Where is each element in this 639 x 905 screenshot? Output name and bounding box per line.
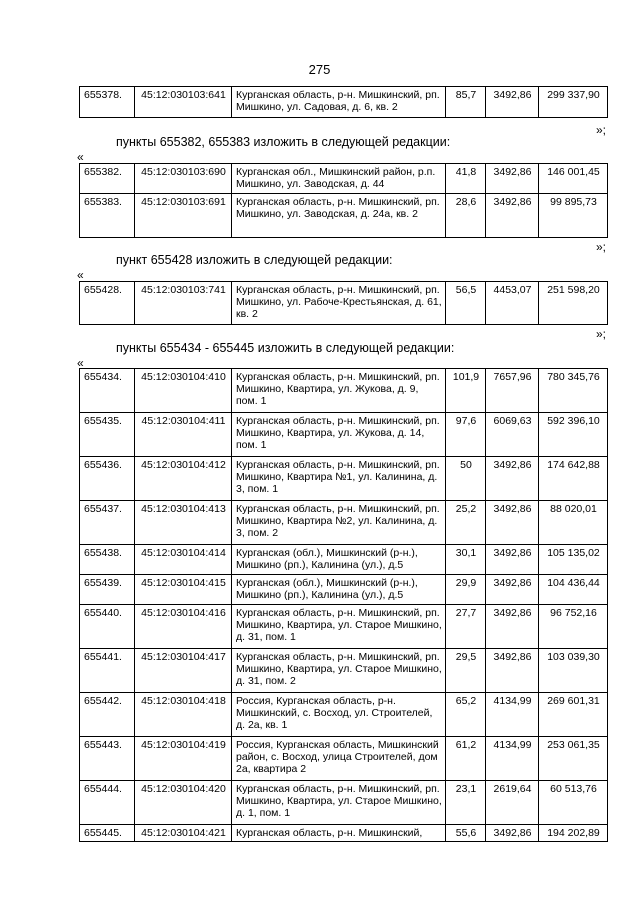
address: Курганская обл., Мишкинский район, р.п. Мишкино, ул. Заводская, д. 44 bbox=[232, 164, 446, 194]
opening-quote: « bbox=[77, 268, 84, 282]
address: Курганская область, р-н. Мишкинский, рп. Мишкино, Квартира, ул. Старое Мишкино, д. 31, пом. 1 bbox=[232, 605, 446, 649]
row-number: 655436. bbox=[80, 457, 135, 501]
cadastral-cost: 299 337,90 bbox=[539, 87, 608, 118]
address: Курганская область, р-н. Мишкинский, рп. Мишкино, Квартира, ул. Старое Мишкино, д. 31, пом. 2 bbox=[232, 649, 446, 693]
cadastral-number: 45:12:030104:418 bbox=[135, 693, 232, 737]
area: 55,6 bbox=[446, 825, 486, 842]
area: 27,7 bbox=[446, 605, 486, 649]
row-number: 655439. bbox=[80, 575, 135, 605]
registry-table-1 bbox=[79, 86, 608, 118]
row-number: 655428. bbox=[80, 282, 135, 325]
price-per-sqm: 3492,86 bbox=[486, 575, 539, 605]
area: 25,2 bbox=[446, 501, 486, 545]
table-row bbox=[80, 164, 608, 194]
cadastral-number: 45:12:030103:690 bbox=[135, 164, 232, 194]
cadastral-number: 45:12:030103:691 bbox=[135, 194, 232, 238]
table-row bbox=[80, 605, 608, 649]
table-row bbox=[80, 501, 608, 545]
table-row bbox=[80, 693, 608, 737]
price-per-sqm: 3492,86 bbox=[486, 605, 539, 649]
table-row bbox=[80, 87, 608, 118]
row-number: 655442. bbox=[80, 693, 135, 737]
cadastral-cost: 104 436,44 bbox=[539, 575, 608, 605]
address: Курганская область, р-н. Мишкинский, рп. Мишкино, Квартира, ул. Жукова, д. 14, пом. 1 bbox=[232, 413, 446, 457]
cadastral-cost: 146 001,45 bbox=[539, 164, 608, 194]
table-row bbox=[80, 575, 608, 605]
area: 50 bbox=[446, 457, 486, 501]
table-row bbox=[80, 282, 608, 325]
price-per-sqm: 3492,86 bbox=[486, 545, 539, 575]
table-row bbox=[80, 545, 608, 575]
cadastral-cost: 60 513,76 bbox=[539, 781, 608, 825]
area: 97,6 bbox=[446, 413, 486, 457]
address: Курганская область, р-н. Мишкинский, рп. Мишкино, ул. Заводская, д. 24а, кв. 2 bbox=[232, 194, 446, 238]
row-number: 655443. bbox=[80, 737, 135, 781]
row-number: 655440. bbox=[80, 605, 135, 649]
cadastral-number: 45:12:030104:417 bbox=[135, 649, 232, 693]
table-row bbox=[80, 649, 608, 693]
row-number: 655444. bbox=[80, 781, 135, 825]
address: Курганская область, р-н. Мишкинский, bbox=[232, 825, 446, 842]
table-row bbox=[80, 737, 608, 781]
row-number: 655441. bbox=[80, 649, 135, 693]
price-per-sqm: 3492,86 bbox=[486, 164, 539, 194]
cadastral-number: 45:12:030104:420 bbox=[135, 781, 232, 825]
table-row bbox=[80, 781, 608, 825]
opening-quote: « bbox=[77, 150, 84, 164]
address: Россия, Курганская область, р-н. Мишкинский, с. Восход, ул. Строителей, д. 2а, кв. 1 bbox=[232, 693, 446, 737]
address: Курганская (обл.), Мишкинский (р-н.), Мишкино (рп.), Калинина (ул.), д.5 bbox=[232, 575, 446, 605]
price-per-sqm: 3492,86 bbox=[486, 825, 539, 842]
price-per-sqm: 4453,07 bbox=[486, 282, 539, 325]
price-per-sqm: 4134,99 bbox=[486, 737, 539, 781]
row-number: 655434. bbox=[80, 369, 135, 413]
cadastral-number: 45:12:030103:641 bbox=[135, 87, 232, 118]
area: 29,9 bbox=[446, 575, 486, 605]
cadastral-number: 45:12:030104:413 bbox=[135, 501, 232, 545]
cadastral-number: 45:12:030104:412 bbox=[135, 457, 232, 501]
price-per-sqm: 6069,63 bbox=[486, 413, 539, 457]
cadastral-cost: 780 345,76 bbox=[539, 369, 608, 413]
address: Курганская область, р-н. Мишкинский, рп. Мишкино, Квартира, ул. Жукова, д. 9, пом. 1 bbox=[232, 369, 446, 413]
instruction-text: пункты 655382, 655383 изложить в следующей редакции: bbox=[116, 135, 451, 149]
price-per-sqm: 2619,64 bbox=[486, 781, 539, 825]
cadastral-number: 45:12:030104:421 bbox=[135, 825, 232, 842]
registry-table-4 bbox=[79, 368, 608, 842]
cadastral-cost: 96 752,16 bbox=[539, 605, 608, 649]
area: 56,5 bbox=[446, 282, 486, 325]
registry-table-3 bbox=[79, 281, 608, 325]
cadastral-cost: 88 020,01 bbox=[539, 501, 608, 545]
price-per-sqm: 3492,86 bbox=[486, 501, 539, 545]
registry-table-2 bbox=[79, 163, 608, 238]
price-per-sqm: 3492,86 bbox=[486, 194, 539, 238]
cadastral-number: 45:12:030104:411 bbox=[135, 413, 232, 457]
table-row bbox=[80, 194, 608, 238]
cadastral-cost: 99 895,73 bbox=[539, 194, 608, 238]
cadastral-number: 45:12:030104:419 bbox=[135, 737, 232, 781]
row-number: 655445. bbox=[80, 825, 135, 842]
closing-quote: »; bbox=[596, 123, 607, 137]
area: 23,1 bbox=[446, 781, 486, 825]
opening-quote: « bbox=[77, 356, 84, 370]
row-number: 655383. bbox=[80, 194, 135, 238]
row-number: 655378. bbox=[80, 87, 135, 118]
address: Курганская область, р-н. Мишкинский, рп. Мишкино, Квартира №1, ул. Калинина, д. 3, пом. 1 bbox=[232, 457, 446, 501]
table-row bbox=[80, 825, 608, 842]
row-number: 655435. bbox=[80, 413, 135, 457]
area: 28,6 bbox=[446, 194, 486, 238]
cadastral-cost: 103 039,30 bbox=[539, 649, 608, 693]
address: Россия, Курганская область, Мишкинский район, с. Восход, улица Строителей, дом 2а, квартира 2 bbox=[232, 737, 446, 781]
address: Курганская (обл.), Мишкинский (р-н.), Мишкино (рп.), Калинина (ул.), д.5 bbox=[232, 545, 446, 575]
area: 61,2 bbox=[446, 737, 486, 781]
cadastral-number: 45:12:030103:741 bbox=[135, 282, 232, 325]
price-per-sqm: 3492,86 bbox=[486, 649, 539, 693]
address: Курганская область, р-н. Мишкинский, рп. Мишкино, ул. Садовая, д. 6, кв. 2 bbox=[232, 87, 446, 118]
cadastral-cost: 174 642,88 bbox=[539, 457, 608, 501]
row-number: 655438. bbox=[80, 545, 135, 575]
price-per-sqm: 3492,86 bbox=[486, 457, 539, 501]
price-per-sqm: 4134,99 bbox=[486, 693, 539, 737]
cadastral-cost: 251 598,20 bbox=[539, 282, 608, 325]
instruction-text: пункт 655428 изложить в следующей редакции: bbox=[116, 253, 393, 267]
cadastral-cost: 592 396,10 bbox=[539, 413, 608, 457]
cadastral-number: 45:12:030104:410 bbox=[135, 369, 232, 413]
table-row bbox=[80, 369, 608, 413]
price-per-sqm: 3492,86 bbox=[486, 87, 539, 118]
address: Курганская область, р-н. Мишкинский, рп. Мишкино, Квартира, ул. Старое Мишкино, д. 1, пом. 1 bbox=[232, 781, 446, 825]
cadastral-number: 45:12:030104:415 bbox=[135, 575, 232, 605]
address: Курганская область, р-н. Мишкинский, рп. Мишкино, Квартира №2, ул. Калинина, д. 3, пом. 2 bbox=[232, 501, 446, 545]
area: 29,5 bbox=[446, 649, 486, 693]
cadastral-number: 45:12:030104:416 bbox=[135, 605, 232, 649]
row-number: 655437. bbox=[80, 501, 135, 545]
cadastral-cost: 253 061,35 bbox=[539, 737, 608, 781]
closing-quote: »; bbox=[596, 240, 607, 254]
area: 41,8 bbox=[446, 164, 486, 194]
closing-quote: »; bbox=[596, 327, 607, 341]
price-per-sqm: 7657,96 bbox=[486, 369, 539, 413]
cadastral-cost: 269 601,31 bbox=[539, 693, 608, 737]
table-row bbox=[80, 457, 608, 501]
cadastral-number: 45:12:030104:414 bbox=[135, 545, 232, 575]
row-number: 655382. bbox=[80, 164, 135, 194]
area: 85,7 bbox=[446, 87, 486, 118]
area: 101,9 bbox=[446, 369, 486, 413]
cadastral-cost: 194 202,89 bbox=[539, 825, 608, 842]
table-row bbox=[80, 413, 608, 457]
area: 30,1 bbox=[446, 545, 486, 575]
page-number: 275 bbox=[308, 62, 331, 77]
cadastral-cost: 105 135,02 bbox=[539, 545, 608, 575]
area: 65,2 bbox=[446, 693, 486, 737]
address: Курганская область, р-н. Мишкинский, рп. Мишкино, ул. Рабоче-Крестьянская, д. 61, кв. 2 bbox=[232, 282, 446, 325]
instruction-text: пункты 655434 - 655445 изложить в следующей редакции: bbox=[116, 341, 455, 355]
